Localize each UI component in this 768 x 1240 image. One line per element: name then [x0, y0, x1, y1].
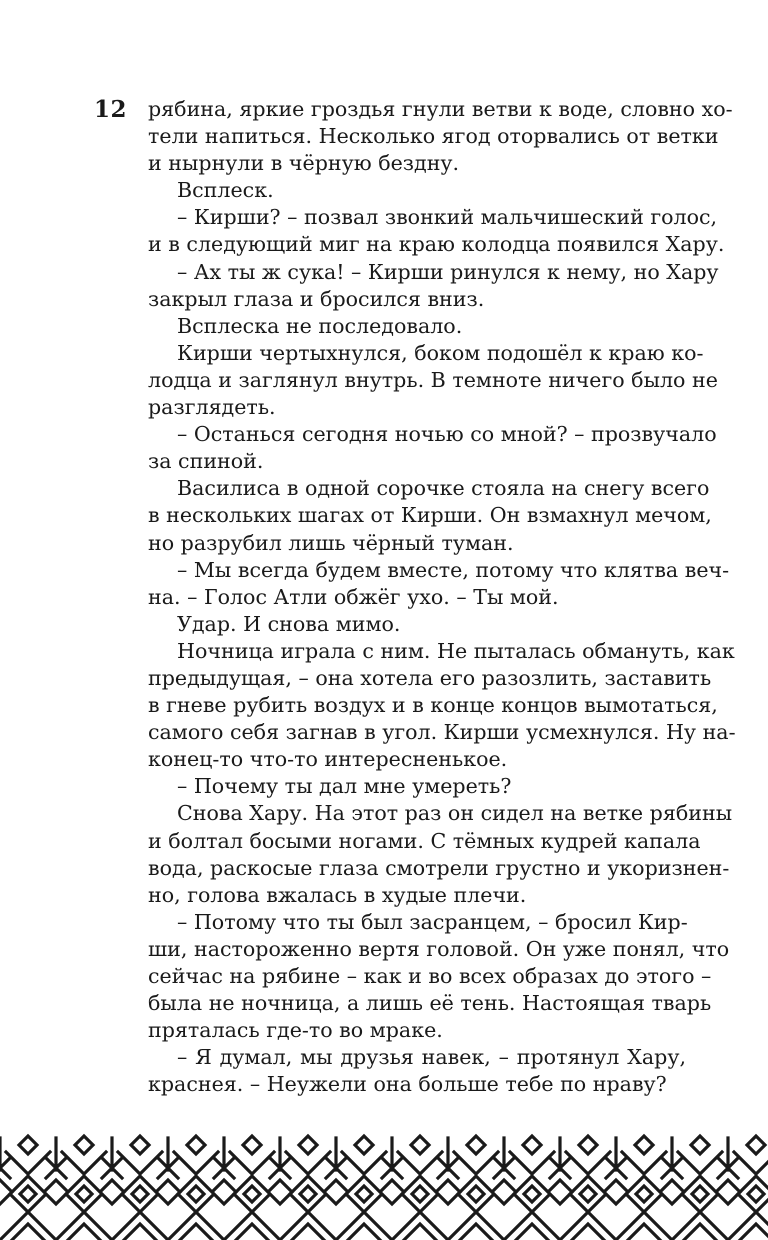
text-line: – Почему ты дал мне умереть?	[177, 774, 512, 799]
text-line: за спиной.	[148, 449, 264, 474]
text-line: краснея. – Неужели она больше тебе по нраву?	[148, 1072, 667, 1097]
text-line: тели напиться. Несколько ягод оторвались от ветки	[148, 124, 719, 149]
text-line: вода, раскосые глаза смотрели грустно и укоризнен-	[148, 855, 730, 880]
text-line: – Мы всегда будем вместе, потому что клятва веч-	[177, 557, 730, 582]
text-line: и в следующий миг на краю колодца появился Хару.	[148, 232, 725, 257]
text-line: – Ах ты ж сука! – Кирши ринулся к нему, но Хару	[177, 259, 719, 284]
text-line: закрыл глаза и бросился вниз.	[148, 286, 485, 311]
text-line: Всплеск.	[177, 178, 274, 203]
ornament-pattern	[0, 1136, 768, 1240]
page-number: 12	[94, 96, 128, 123]
text-line: была не ночница, а лишь её тень. Настоящая тварь	[148, 991, 712, 1016]
text-line: но разрубил лишь чёрный туман.	[148, 530, 514, 555]
text-line: ши, настороженно вертя головой. Он уже понял, что	[148, 936, 730, 961]
text-line: но, голова вжалась в худые плечи.	[148, 882, 527, 907]
text-line: Василиса в одной сорочке стояла на снегу всего	[177, 476, 710, 501]
text-line: самого себя загнав в угол. Кирши усмехнулся. Ну на-	[148, 720, 736, 745]
text-line: конец-то что-то интересненькое.	[148, 747, 508, 772]
text-line: рябина, яркие гроздья гнули ветви к воде, словно хо-	[148, 97, 733, 121]
text-line: Ночница играла с ним. Не пыталась обмануть, как	[177, 638, 735, 663]
text-line: – Потому что ты был засранцем, – бросил Кир-	[177, 909, 688, 934]
text-line: Снова Хару. На этот раз он сидел на ветке рябины	[177, 801, 733, 826]
text-line: Всплеска не последовало.	[177, 313, 463, 338]
text-line: разглядеть.	[148, 395, 276, 420]
text-line: на. – Голос Атли обжёг ухо. – Ты мой.	[148, 584, 559, 609]
text-line: Удар. И снова мимо.	[177, 611, 401, 636]
text-line: лодца и заглянул внутрь. В темноте ничего было не	[148, 367, 718, 392]
text-line: пряталась где-то во мраке.	[148, 1018, 443, 1043]
text-line: и нырнули в чёрную бездну.	[148, 151, 460, 176]
text-line: в нескольких шагах от Кирши. Он взмахнул мечом,	[148, 503, 712, 528]
text-line: – Кирши? – позвал звонкий мальчишеский голос,	[177, 205, 718, 230]
text-line: в гневе рубить воздух и в конце концов вымотаться,	[148, 693, 718, 718]
text-line: Кирши чертыхнулся, боком подошёл к краю ко-	[177, 340, 704, 365]
folk-ornament-border	[0, 1130, 768, 1240]
text-line: – Я думал, мы друзья навек, – протянул Хару,	[177, 1045, 686, 1070]
text-line: – Останься сегодня ночью со мной? – прозвучало	[177, 422, 717, 447]
body-text	[148, 96, 736, 1098]
text-line: и болтал босыми ногами. С тёмных кудрей капала	[148, 828, 701, 853]
text-line: предыдущая, – она хотела его разозлить, заставить	[148, 665, 712, 690]
text-line: сейчас на рябине – как и во всех образах до этого –	[148, 964, 712, 988]
